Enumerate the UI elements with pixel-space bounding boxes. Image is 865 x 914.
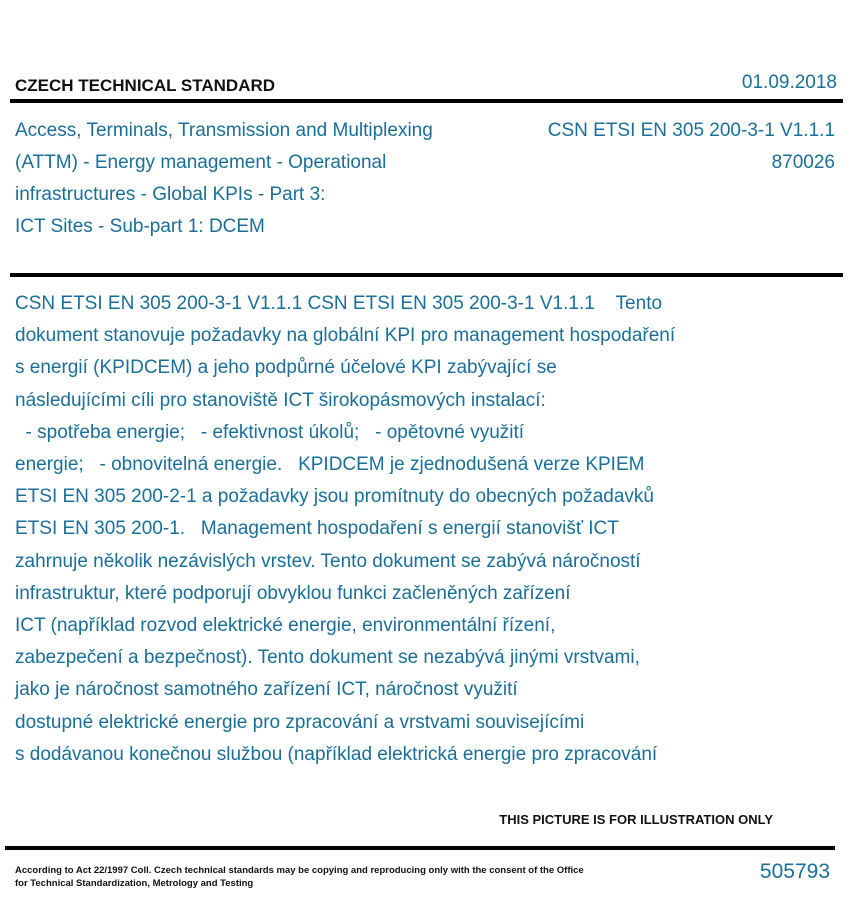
copyright-line: According to Act 22/1997 Coll. Czech technical standards may be copying and reproducing only with the consent of the Office xyxy=(15,865,584,876)
abstract-line: ETSI EN 305 200-1. Management hospodaření s energií stanovišť ICT xyxy=(15,518,619,540)
abstract-text xyxy=(15,288,775,771)
abstract-line: zabezpečení a bezpečnost). Tento dokument se nezabývá jinými vrstvami, xyxy=(15,647,640,669)
title-line: (ATTM) - Energy management - Operational xyxy=(15,152,387,173)
abstract-line: CSN ETSI EN 305 200-3-1 V1.1.1 CSN ETSI EN 305 200-3-1 V1.1.1 Tento xyxy=(15,293,663,314)
abstract-line: s dodávanou konečnou službou (například elektrická energie pro zpracování xyxy=(15,743,658,765)
abstract-line: dokument stanovuje požadavky na globální KPI pro management hospodaření xyxy=(15,325,676,347)
standard-title xyxy=(15,115,495,243)
standard-identifiers xyxy=(548,115,835,179)
publication-date: 01.09.2018 xyxy=(741,72,837,93)
standard-code: CSN ETSI EN 305 200-3-1 V1.1.1 xyxy=(547,120,835,141)
abstract-line: ICT (například rozvod elektrické energie, environmentální řízení, xyxy=(15,615,556,637)
illustration-notice: THIS PICTURE IS FOR ILLUSTRATION ONLY xyxy=(499,812,773,827)
abstract-line: jako je náročnost samotného zařízení ICT, náročnost využití xyxy=(15,679,518,701)
copyright-line: for Technical Standardization, Metrology and Testing xyxy=(15,878,254,889)
class-number: 870026 xyxy=(771,152,835,173)
abstract-line: energie; - obnovitelná energie. KPIDCEM je zjednodušená verze KPIEM xyxy=(15,454,645,476)
abstract-line: ETSI EN 305 200-2-1 a požadavky jsou promítnuty do obecných požadavků xyxy=(15,486,654,508)
footer-divider xyxy=(5,846,835,850)
abstract-line: následujícími cíli pro stanoviště ICT širokopásmových instalací: xyxy=(15,389,546,411)
abstract-line: infrastruktur, které podporují obvyklou funkci začleněných zařízení xyxy=(15,582,571,604)
title-line: Access, Terminals, Transmission and Multiplexing xyxy=(15,120,433,141)
document-number: 505793 xyxy=(759,860,830,883)
abstract-line: dostupné elektrické energie pro zpracování a vrstvami souvisejícími xyxy=(15,711,585,733)
copyright-notice xyxy=(15,864,595,890)
abstract-line: - spotřeba energie; - efektivnost úkolů; - opětovné využití xyxy=(15,421,525,443)
title-line: infrastructures - Global KPIs - Part 3: xyxy=(15,184,326,205)
abstract-line: zahrnuje několik nezávislých vrstev. Tento dokument se zabývá náročností xyxy=(15,550,641,572)
header-divider xyxy=(10,99,843,103)
abstract-line: s energií (KPIDCEM) a jeho podpůrné účelové KPI zabývající se xyxy=(15,357,557,379)
title-divider xyxy=(10,273,843,277)
title-line: ICT Sites - Sub-part 1: DCEM xyxy=(15,216,265,237)
header-label: CZECH TECHNICAL STANDARD xyxy=(15,76,276,95)
